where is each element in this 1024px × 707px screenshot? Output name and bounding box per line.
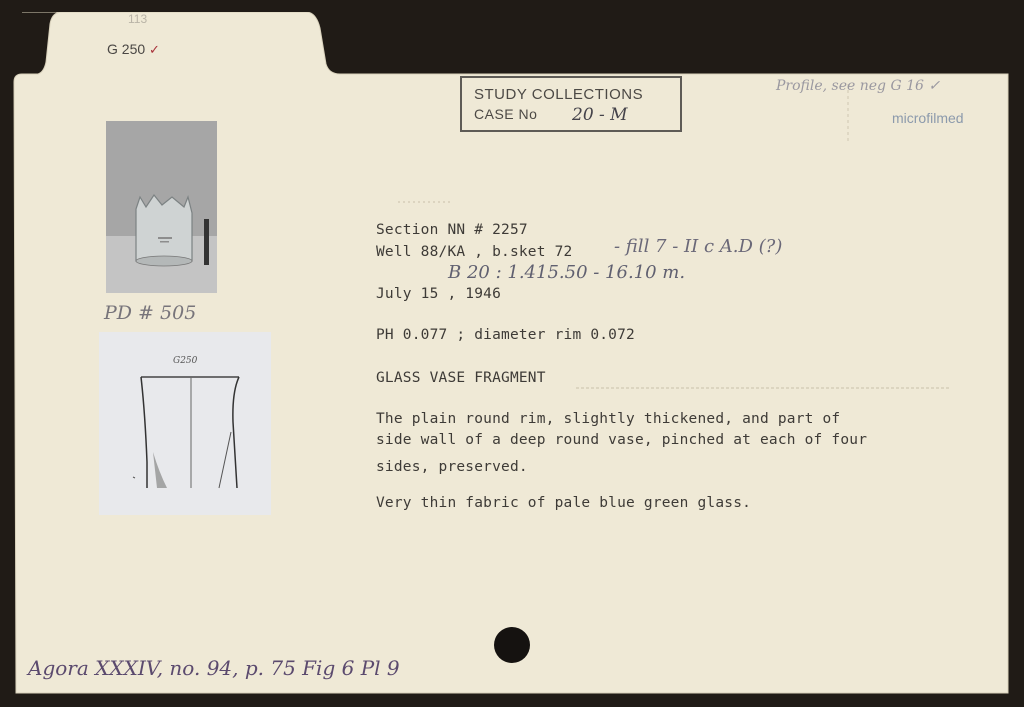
well-basket: Well 88/KA , b.sket 72 bbox=[376, 244, 573, 260]
catalog-number: G 250 bbox=[107, 41, 146, 57]
fabric-description: Very thin fabric of pale blue green glass. bbox=[376, 495, 752, 511]
excavation-date: July 15 , 1946 bbox=[376, 286, 502, 302]
section-number: Section NN # 2257 bbox=[376, 222, 528, 238]
catalog-card bbox=[10, 12, 1010, 695]
vase-photo-image bbox=[106, 121, 217, 293]
drawing-label: G250 bbox=[173, 356, 198, 366]
well-fill-note: - fill 7 - II c A.D (?) bbox=[614, 236, 783, 257]
check-icon: ✓ bbox=[149, 42, 160, 57]
dimensions: PH 0.077 ; diameter rim 0.072 bbox=[376, 327, 635, 343]
stamp-line-1: STUDY COLLECTIONS bbox=[474, 86, 644, 103]
object-title: GLASS VASE FRAGMENT bbox=[376, 370, 546, 386]
description-line: The plain round rim, slightly thickened, and part of bbox=[376, 411, 841, 427]
stamp-line-2: CASE No bbox=[474, 106, 538, 122]
tab-label-faint: 113 bbox=[128, 12, 148, 26]
stamp-case-number: 20 - M bbox=[572, 105, 628, 125]
vase-photograph bbox=[106, 121, 217, 293]
tab-label bbox=[107, 41, 160, 58]
level-note: B 20 : 1.415.50 - 16.10 m. bbox=[448, 262, 686, 283]
card-punch-hole bbox=[494, 627, 530, 663]
description-line: side wall of a deep round vase, pinched at each of four bbox=[376, 432, 868, 448]
vase-profile-drawing bbox=[99, 332, 271, 515]
description-line: sides, preserved. bbox=[376, 459, 528, 475]
pd-number: PD # 505 bbox=[104, 302, 197, 324]
microfilmed-stamp: microfilmed bbox=[892, 110, 964, 126]
publication-reference: Agora XXXIV, no. 94, p. 75 Fig 6 Pl 9 bbox=[28, 656, 400, 680]
study-collections-stamp bbox=[460, 76, 682, 132]
profile-note: Profile, see neg G 16 ✓ bbox=[776, 78, 941, 94]
